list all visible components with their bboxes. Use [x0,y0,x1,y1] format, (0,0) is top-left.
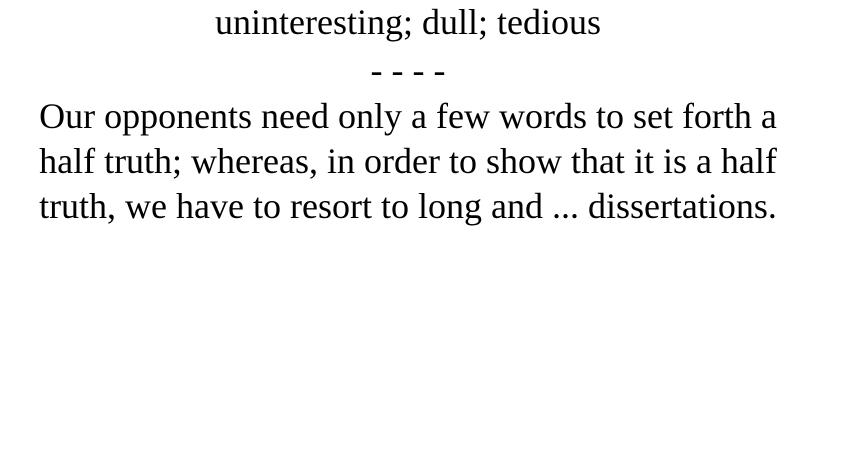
separator-text: - - - - [370,50,446,90]
example-sentence: Our opponents need only a few words to set forth a half truth; whereas, in order to show that it is a half truth, we have to resort to long and ... dissertations. [39,96,777,226]
definition-text: uninteresting; dull; tedious [215,2,601,42]
